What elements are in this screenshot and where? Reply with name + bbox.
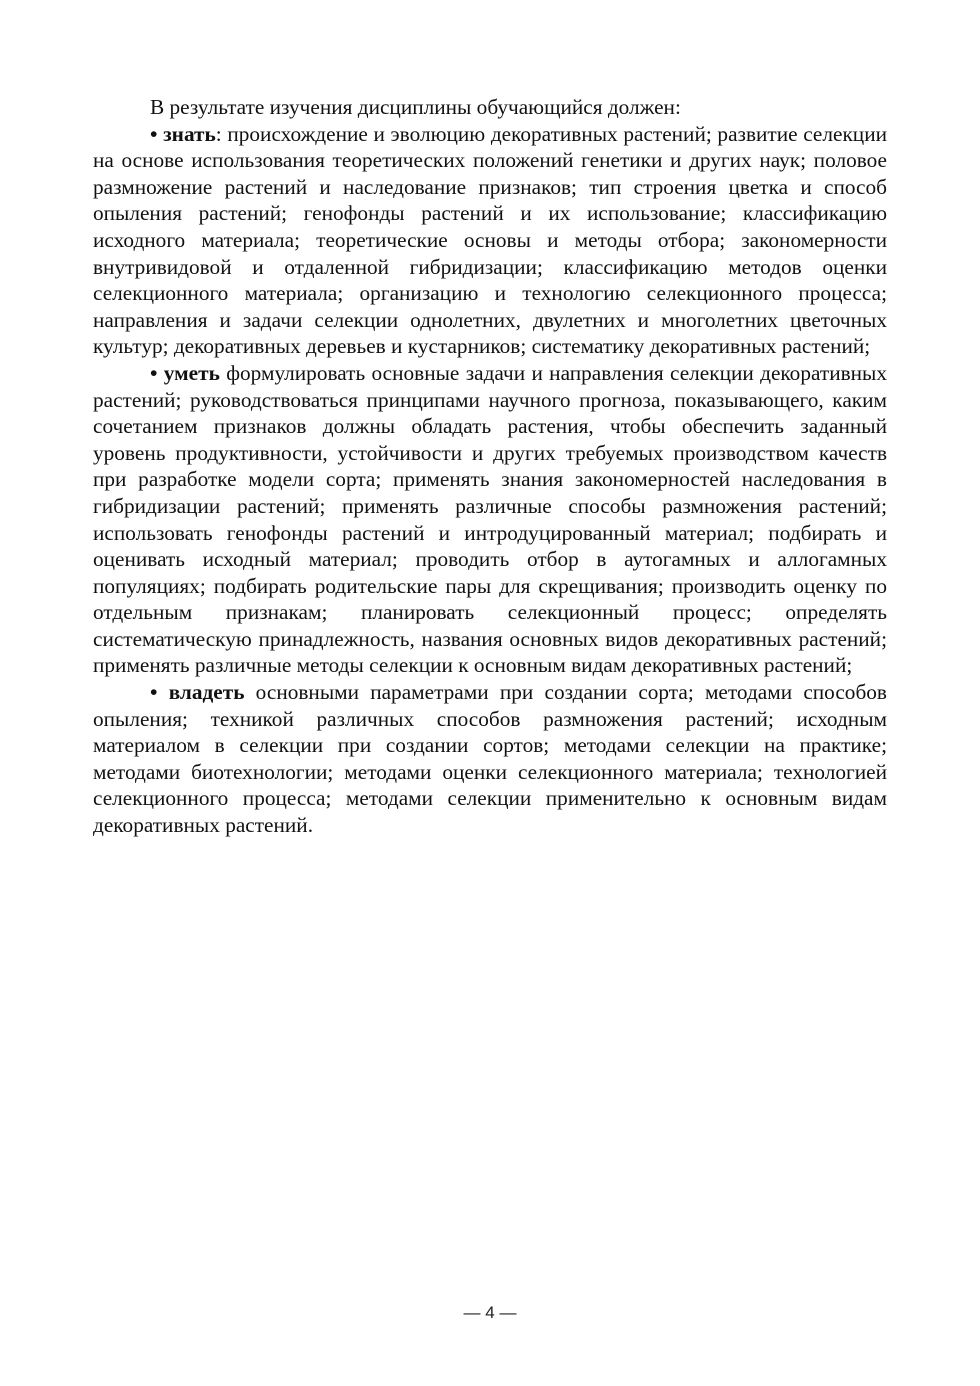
- know-paragraph: [93, 121, 887, 360]
- bullet-icon: •: [150, 680, 158, 705]
- master-text: основными параметрами при создании сорта; методами способов опыления; техникой различных способов размножения растений; исходным материалом в селекции при создании сортов; методами селекции на практике; методами биотехнологии; методами оценки селекционного материала; технологией селекционного процесса; методами селекции применительно к основным видам декоративных растений.: [93, 680, 887, 838]
- bullet-icon: •: [150, 360, 158, 385]
- can-term: уметь: [163, 360, 220, 385]
- bullet-icon: •: [150, 121, 158, 146]
- master-term: владеть: [168, 680, 245, 705]
- can-paragraph: [93, 360, 887, 679]
- intro-paragraph: В результате изучения дисциплины обучающийся должен:: [150, 95, 681, 119]
- page-number: — 4 —: [463, 1303, 517, 1322]
- master-paragraph: [93, 679, 887, 839]
- know-term: знать: [163, 121, 216, 146]
- know-text: : происхождение и эволюцию декоративных растений; развитие селекции на основе использования теоретических положений генетики и других наук; половое размножение растений и наследование признаков; тип строения цветка и способ опыления растений; генофонды растений и их использование; классификацию исходного материала; теоретические основы и методы отбора; закономерности внутривидовой и отдаленной гибридизации; классификацию методов оценки селекционного материала; организацию и технологию селекционного процесса; направления и задачи селекции однолетних, двулетних и многолетних цветочных культур; декоративных деревьев и кустарников; систематику декоративных растений;: [93, 121, 887, 359]
- can-text: формулировать основные задачи и направления селекции декоративных растений; руководствоваться принципами научного прогноза, показывающего, каким сочетанием признаков должны обладать растения, чтобы обеспечить заданный уровень продуктивности, устойчивости и других требуемых производством качеств при разработке модели сорта; применять знания закономерностей наследования в гибридизации растений; применять различные способы размножения растений; использовать генофонды растений и интродуцированный материал; подбирать и оценивать исходный материал; проводить отбор в аутогамных и аллогамных популяциях; подбирать родительские пары для скрещивания; производить оценку по отдельным признакам; планировать селекционный процесс; определять систематическую принадлежность, названия основных видов декоративных растений; применять различные методы селекции к основным видам декоративных растений;: [93, 360, 887, 678]
- document-body: [93, 94, 887, 839]
